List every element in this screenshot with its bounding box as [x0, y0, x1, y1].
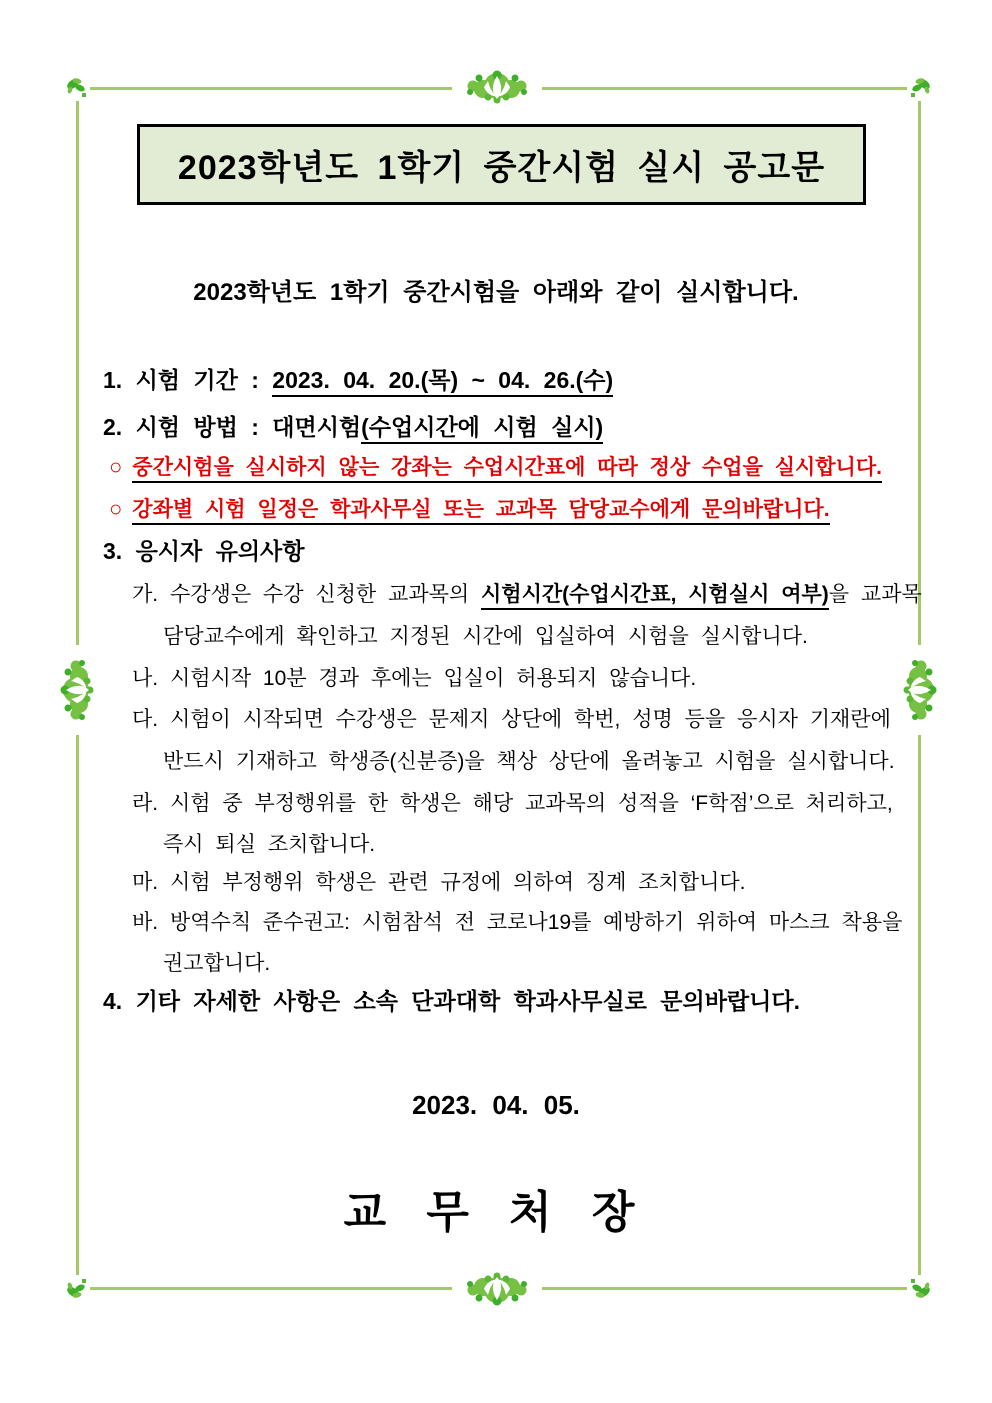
sub-item-ba-line2: 권고합니다.: [163, 952, 271, 975]
notice-date: 2023. 04. 05.: [412, 1090, 580, 1120]
sub-item-da-line1: 다. 시험이 시작되면 수강생은 문제지 상단에 학번, 성명 등을 응시자 기재란에: [132, 708, 891, 731]
floral-ornament-bottom-icon: [452, 1266, 542, 1310]
sub-item-ga-emphasis: 시험시간(수업시간표, 시험실시 여부): [481, 583, 829, 610]
corner-leaf-top-left-icon: [64, 75, 90, 101]
corner-leaf-bottom-right-icon: [907, 1275, 933, 1301]
sub-item-da-line2: 반드시 기재하고 학생증(신분증)을 책상 상단에 올려놓고 시험을 실시합니다.: [163, 750, 895, 773]
item-exam-period-value: 2023. 04. 20.(목) ~ 04. 26.(수): [272, 367, 613, 397]
item-exam-method-label: 2. 시험 방법 :: [103, 414, 273, 440]
title-box: [137, 124, 866, 205]
sub-item-ga-post: 을 교과목: [828, 583, 922, 606]
red-note-1: [109, 451, 882, 481]
sub-item-ga-pre: 가. 수강생은 수강 신청한 교과목의: [132, 583, 482, 606]
corner-leaf-top-right-icon: [907, 75, 933, 101]
sub-item-ba-line1: 바. 방역수칙 준수권고: 시험참석 전 코로나19를 예방하기 위하여 마스크 착용을: [132, 911, 903, 934]
sub-item-ga-line2: 담당교수에게 확인하고 지정된 시간에 입실하여 시험을 실시합니다.: [163, 625, 808, 648]
red-note-2: [109, 493, 830, 523]
intro-sentence: 2023학년도 1학기 중간시험을 아래와 같이 실시합니다.: [193, 279, 799, 306]
item-etc: 4. 기타 자세한 사항은 소속 단과대학 학과사무실로 문의바랍니다.: [103, 988, 800, 1014]
notice-heading: 3. 응시자 유의사항: [103, 538, 305, 564]
floral-ornament-right-icon: [897, 645, 941, 735]
red-note-1-text: 중간시험을 실시하지 않는 강좌는 수업시간표에 따라 정상 수업을 실시합니다.: [132, 456, 882, 483]
circle-bullet-icon: ○: [109, 454, 123, 479]
sub-item-ra-line1: 라. 시험 중 부정행위를 한 학생은 해당 교과목의 성적을 ‘F학점’으로 처리하고,: [132, 792, 893, 815]
item-exam-period-label: 1. 시험 기간 :: [103, 367, 273, 393]
floral-ornament-left-icon: [56, 645, 100, 735]
corner-leaf-bottom-left-icon: [64, 1275, 90, 1301]
floral-ornament-top-icon: [452, 66, 542, 110]
circle-bullet-icon: ○: [109, 496, 123, 521]
signature-title: 교 무 처 장: [343, 1188, 649, 1237]
item-exam-period: [103, 362, 613, 395]
sub-item-ga-line1: [132, 578, 922, 608]
red-note-2-text: 강좌별 시험 일정은 학과사무실 또는 교과목 담당교수에게 문의바랍니다.: [132, 498, 829, 525]
sub-item-na: 나. 시험시작 10분 경과 후에는 입실이 허용되지 않습니다.: [132, 667, 697, 690]
item-exam-method: [103, 409, 603, 442]
sub-item-ra-line2: 즉시 퇴실 조치합니다.: [163, 833, 376, 856]
sub-item-ma: 마. 시험 부정행위 학생은 관련 규정에 의하여 징계 조치합니다.: [132, 871, 746, 894]
item-exam-method-plain: 대면시험: [272, 414, 362, 440]
item-exam-method-underlined: (수업시간에 시험 실시): [361, 414, 603, 444]
page-title: 2023학년도 1학기 중간시험 실시 공고문: [177, 149, 826, 187]
